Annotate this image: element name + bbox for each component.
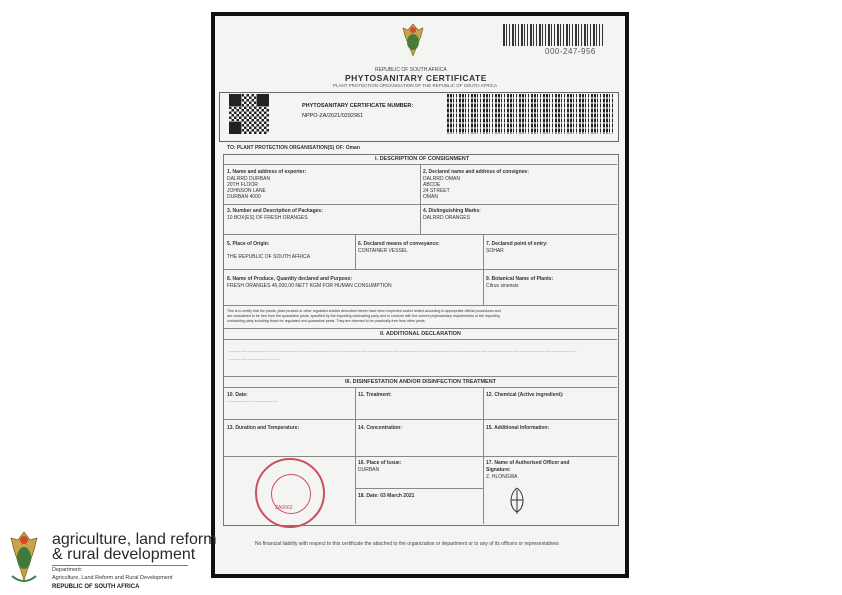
exporter-line-1: DALRRD DURBAN — [227, 176, 271, 182]
place-of-issue-label: 16. Place of Issue: — [358, 460, 402, 466]
botanical-value: Citrus sinensis — [486, 283, 519, 289]
marks-value: DALRRD ORANGES — [423, 215, 470, 221]
coat-of-arms-icon — [6, 530, 42, 586]
section-additional-heading: II. ADDITIONAL DECLARATION — [380, 331, 461, 337]
place-of-issue-value: DURBAN — [358, 467, 380, 473]
treatment-date-dots: .............................. — [227, 398, 278, 404]
department-name: Agriculture, Land Reform and Rural Development — [52, 575, 173, 581]
packages-label: 3. Number and Description of Packages: — [227, 208, 323, 214]
certification-statement-1: This is to certify that the plants, plant product or other regulated articles described herein have been inspected and/or tested according to appropriate official procedures and — [227, 309, 501, 313]
certification-statement-3: contracting party including those for regulated non-quarantine pests. They are deemed to be practically free from other pests. — [227, 319, 426, 323]
consignee-label: 2. Declared name and address of consignee: — [423, 169, 529, 175]
additional-info-label: 15. Additional Information: — [486, 425, 550, 431]
consignee-line-4: OMAN — [423, 194, 438, 200]
serial-number: 000-247-956 — [545, 47, 596, 56]
section-treatment-heading: III. DISINFESTATION AND/OR DISINFECTION TREATMENT — [345, 379, 497, 385]
concentration-label: 14. Concentration: — [358, 425, 402, 431]
additional-declaration-dots-2: .............................. — [229, 356, 280, 362]
issue-date: 18. Date: 03 March 2021 — [358, 493, 415, 499]
certificate-title: PHYTOSANITARY CERTIFICATE — [345, 73, 487, 83]
brand-line-1: agriculture, land reform — [52, 531, 217, 548]
destination-line: TO: PLANT PROTECTION ORGANISATION(S) OF: Oman — [227, 145, 360, 151]
duration-label: 13. Duration and Temperature: — [227, 425, 300, 431]
stamp-code: ZA0062 — [275, 505, 293, 511]
brand-divider — [52, 565, 188, 566]
consignee-line-3: 24 STREET — [423, 188, 450, 194]
consignee-line-1: DALRRD OMAN — [423, 176, 460, 182]
produce-label: 8. Name of Produce, Quantity declared and Purpose: — [227, 276, 353, 282]
entry-label: 7. Declared point of entry: — [486, 241, 548, 247]
produce-value: FRESH ORANGES 46,000.00 NETT KGM FOR HUMAN CONSUMPTION — [227, 283, 392, 289]
treatment-label: 11. Treatment: — [358, 392, 392, 398]
chemical-label: 12. Chemical (Active ingredient): — [486, 392, 564, 398]
exporter-label: 1. Name and address of exporter: — [227, 169, 307, 175]
brand-line-2: & rural development — [52, 546, 196, 563]
certificate-number-label: PHYTOSANITARY CERTIFICATE NUMBER: — [302, 103, 414, 109]
additional-declaration-dots: .............................................................................................................................................................................................................. — [229, 348, 577, 354]
republic-heading: REPUBLIC OF SOUTH AFRICA — [375, 67, 447, 73]
serial-barcode — [503, 24, 603, 46]
department-label: Department: — [52, 567, 83, 573]
origin-label: 5. Place of Origin: — [227, 241, 270, 247]
certification-statement-2: are considered to be free from the quarantine pests, specified by the importing contracting party and to conform with the current phytosanitary requirements of the importing — [227, 314, 500, 318]
certificate-subtitle: PLANT PROTECTION ORGANISATION OF THE REPUBLIC OF SOUTH AFRICA — [333, 83, 498, 88]
treatment-date-label: 10. Date: — [227, 392, 248, 398]
officer-value: Z. HLONGWA — [486, 474, 518, 480]
packages-value: 10 BOX(ES) OF FRESH ORANGES — [227, 215, 308, 221]
entry-value: SOHAR — [486, 248, 504, 254]
officer-label-2: Signature: — [486, 467, 511, 473]
botanical-label: 9. Botanical Name of Plants: — [486, 276, 554, 282]
certificate-barcode — [447, 94, 613, 134]
consignee-line-2: ABCDE — [423, 182, 441, 188]
exporter-line-3: JOHNSON LANE — [227, 188, 266, 194]
brand-republic: REPUBLIC OF SOUTH AFRICA — [52, 584, 140, 590]
exporter-line-2: 20TH FLOOR — [227, 182, 258, 188]
section-description-heading: I. DESCRIPTION OF CONSIGNMENT — [375, 156, 470, 162]
conveyance-label: 6. Declared means of conveyance: — [358, 241, 440, 247]
exporter-line-4: DURBAN 4000 — [227, 194, 261, 200]
certificate-paper — [215, 16, 625, 574]
officer-label: 17. Name of Authorised Officer and — [486, 460, 570, 466]
liability-footer: No financial liability with respect to this certificate the attached to the organization or department or to any of its officers or representatives — [255, 541, 559, 547]
official-stamp — [255, 458, 325, 528]
coat-of-arms-icon — [398, 22, 428, 58]
signature-mark — [505, 486, 529, 516]
conveyance-value: CONTAINER VESSEL — [358, 248, 408, 254]
certificate-number-value: NPPO-ZA/2021/0292961 — [302, 113, 364, 119]
qr-code — [229, 94, 269, 134]
marks-label: 4. Distinguishing Marks: — [423, 208, 481, 214]
origin-value: THE REPUBLIC OF SOUTH AFRICA — [227, 254, 311, 260]
